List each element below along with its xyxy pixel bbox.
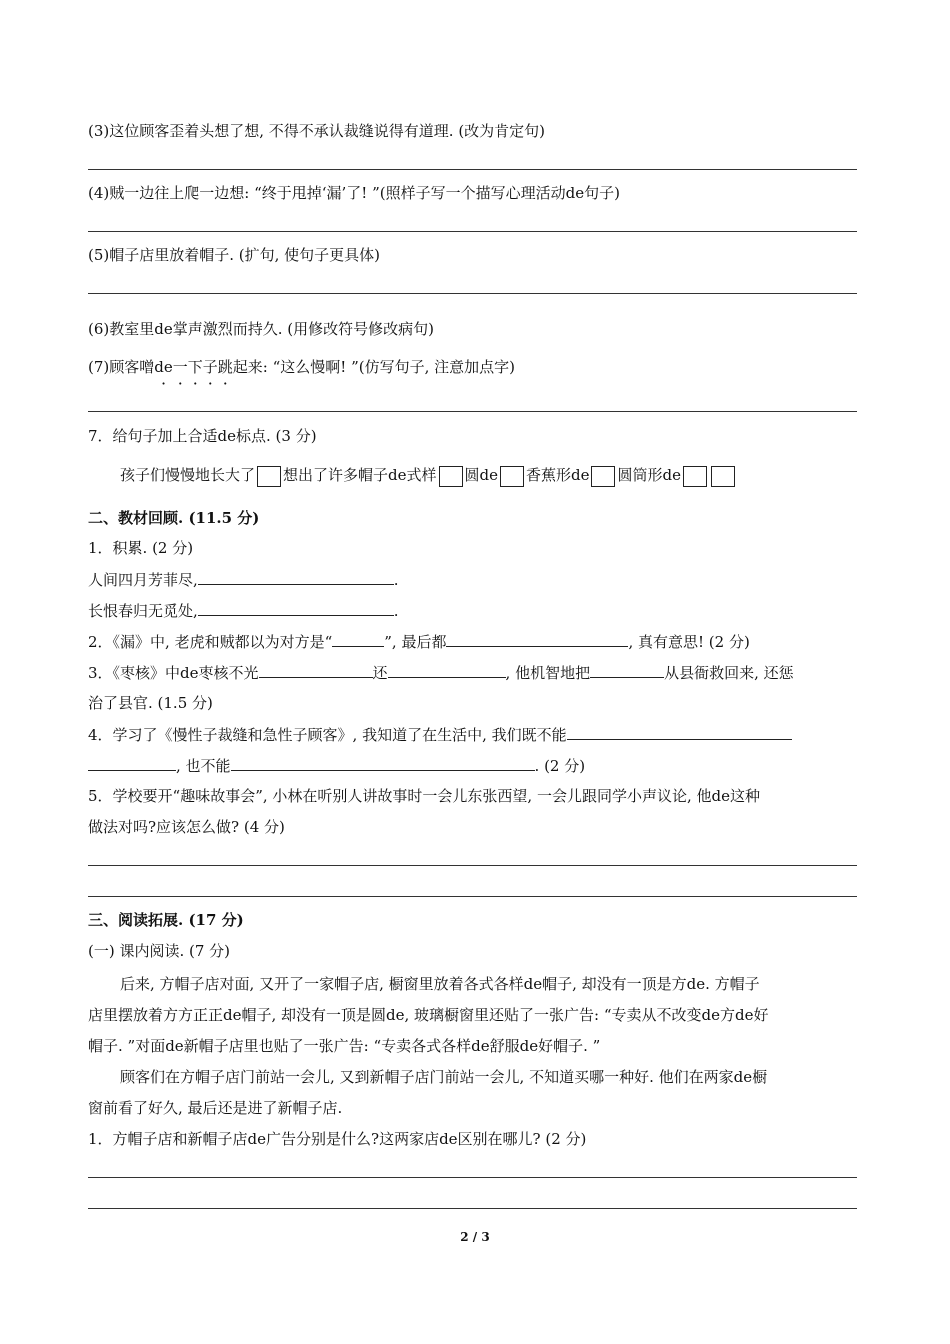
answer-line[interactable] (88, 865, 857, 866)
answer-line[interactable] (88, 411, 857, 412)
poem-line-1: 人间四月芳菲尽, . (88, 571, 399, 589)
section-2-q4: 4．学习了《慢性子裁缝和急性子顾客》, 我知道了在生活中, 我们既不能 (88, 724, 792, 745)
punctuation-box[interactable] (711, 466, 735, 487)
poem-line-2: 长恨春归无觅处, . (88, 602, 399, 620)
section-3-title: 三、阅读拓展. (17 分) (88, 911, 244, 929)
passage-line: 店里摆放着方方正正de帽子, 却没有一顶是圆de, 玻璃橱窗里还贴了一张广告: “专卖从不改变de方de好 (88, 1006, 769, 1024)
answer-line[interactable] (88, 896, 857, 897)
question-6-3: (3)这位顾客歪着头想了想, 不得不承认裁缝说得有道理. (改为肯定句) (88, 122, 546, 140)
answer-line[interactable] (88, 1208, 857, 1209)
punctuation-box[interactable] (500, 466, 524, 487)
answer-line[interactable] (88, 1177, 857, 1178)
passage-line: 帽子. ”对面de新帽子店里也贴了一张广告: “专卖各式各样de舒服de好帽子. ” (88, 1037, 601, 1055)
dotted-char: de · (154, 358, 172, 376)
fill-blank[interactable] (590, 662, 664, 678)
fill-blank[interactable] (198, 600, 394, 616)
fill-blank[interactable] (446, 631, 628, 647)
answer-line[interactable] (88, 293, 857, 294)
dotted-char: 一 (172, 358, 188, 376)
section-2-q4-cont: , 也不能 . (2 分) (88, 755, 585, 776)
question-6-4: (4)贼一边往上爬一边想: “终于甩掉‘漏’了! ”(照样子写一个描写心理活动de句子) (88, 184, 620, 202)
section-2-q1: 1．积累. (2 分) (88, 539, 194, 557)
answer-line[interactable] (88, 169, 857, 170)
answer-line[interactable] (88, 231, 857, 232)
punctuation-box[interactable] (683, 466, 707, 487)
fill-blank[interactable] (259, 662, 373, 678)
section-2-q2: 2．《漏》中, 老虎和贼都以为对方是“ ”, 最后都 , 真有意思! (2 分) (88, 633, 750, 651)
punctuation-box[interactable] (439, 466, 463, 487)
punctuation-box[interactable] (591, 466, 615, 487)
dotted-char: 跳 (217, 358, 233, 376)
section-2-q3-cont: 治了县官. (1.5 分) (88, 694, 213, 712)
question-6-7: (7)顾客噌de ·一下子跳起来: “这么慢啊! ”(仿写句子, 注意加点字) (88, 357, 515, 377)
fill-blank[interactable] (88, 755, 176, 771)
question-6-5: (5)帽子店里放着帽子. (扩句, 使句子更具体) (88, 246, 381, 264)
fill-blank[interactable] (231, 755, 535, 771)
section-3-subtitle: (一) 课内阅读. (7 分) (88, 942, 231, 960)
passage-line: 窗前看了好久, 最后还是进了新帽子店. (88, 1099, 343, 1117)
section-2-q5-cont: 做法对吗?应该怎么做? (4 分) (88, 818, 285, 836)
question-7-title: 7．给句子加上合适de标点. (3 分) (88, 427, 317, 445)
page-number: 2 / 3 (460, 1230, 490, 1244)
dotted-char: 子 (202, 358, 218, 376)
question-6-6: (6)教室里de掌声激烈而持久. (用修改符号修改病句) (88, 320, 434, 338)
dotted-char: 下 (187, 358, 203, 376)
section-2-title: 二、教材回顾. (11.5 分) (88, 509, 260, 527)
section-3-q1: 1．方帽子店和新帽子店de广告分别是什么?这两家店de区别在哪儿? (2 分) (88, 1130, 587, 1148)
fill-blank[interactable] (567, 724, 792, 740)
punctuation-sentence: 孩子们慢慢地长大了 想出了许多帽子de式样 圆de 香蕉形de 圆筒形de (120, 465, 737, 487)
passage-line: 顾客们在方帽子店门前站一会儿, 又到新帽子店门前站一会儿, 不知道买哪一种好. 他们在两家de橱 (120, 1068, 768, 1086)
fill-blank[interactable] (198, 569, 394, 585)
section-2-q5: 5．学校要开“趣味故事会”, 小林在听别人讲故事时一会儿东张西望, 一会儿跟同学小声议论, 他de这种 (88, 787, 760, 805)
punctuation-box[interactable] (257, 466, 281, 487)
fill-blank[interactable] (332, 631, 384, 647)
section-2-q3: 3．《枣核》中de枣核不光 还 , 他机智地把 从县衙救回来, 还惩 (88, 664, 794, 682)
fill-blank[interactable] (388, 662, 506, 678)
passage-line: 后来, 方帽子店对面, 又开了一家帽子店, 橱窗里放着各式各样de帽子, 却没有一顶是方de. 方帽子 (120, 975, 760, 993)
